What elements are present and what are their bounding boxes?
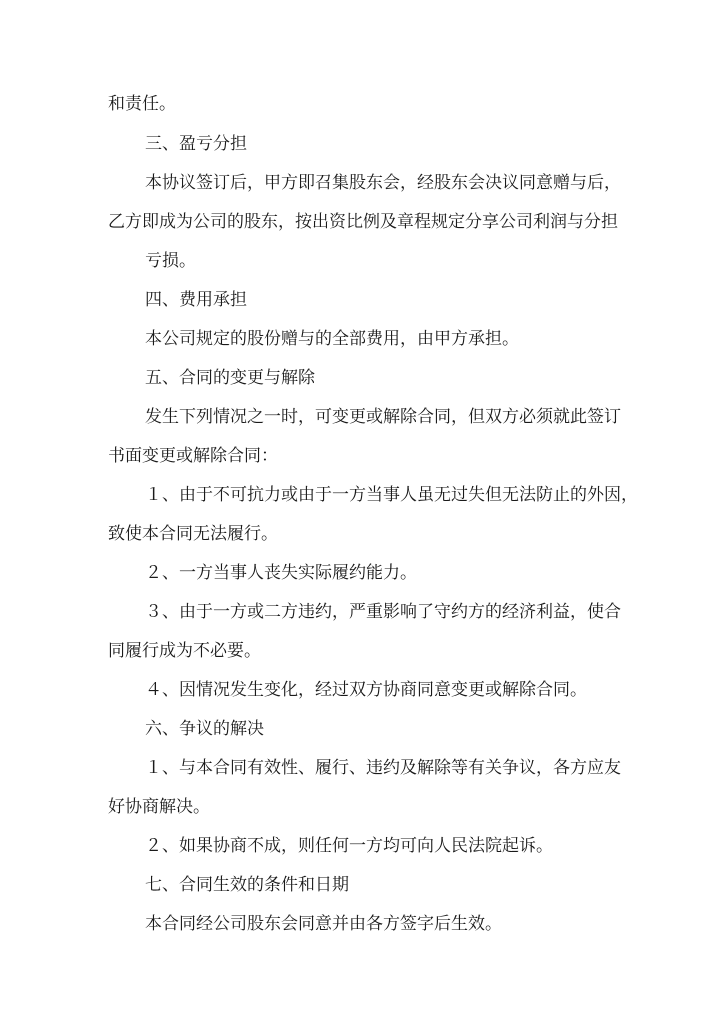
text-line: 和责任。 xyxy=(108,94,176,114)
section-heading: 六、争议的解决 xyxy=(145,719,264,739)
section-heading: 五、合同的变更与解除 xyxy=(145,368,315,388)
list-item: ２、一方当事人丧失实际履约能力。 xyxy=(145,563,417,583)
list-item: ３、由于一方或二方违约，严重影响了守约方的经济利益，使合 xyxy=(145,602,621,622)
list-item: ２、如果协商不成，则任何一方均可向人民法院起诉。 xyxy=(145,836,553,856)
text-line: 同履行成为不必要。 xyxy=(108,641,261,661)
text-line: 书面变更或解除合同： xyxy=(108,446,278,466)
text-line: 亏损。 xyxy=(145,251,196,271)
section-heading: 三、盈亏分担 xyxy=(145,134,247,154)
text-line: 发生下列情况之一时，可变更或解除合同，但双方必须就此签订 xyxy=(145,407,621,427)
text-line: 本公司规定的股份赠与的全部费用，由甲方承担。 xyxy=(145,329,519,349)
list-item: ４、因情况发生变化，经过双方协商同意变更或解除合同。 xyxy=(145,680,587,700)
text-line: 好协商解决。 xyxy=(108,797,210,817)
list-item: １、与本合同有效性、履行、违约及解除等有关争议，各方应友 xyxy=(145,758,621,778)
text-line: 本协议签订后，甲方即召集股东会，经股东会决议同意赠与后， xyxy=(145,173,621,193)
list-item: １、由于不可抗力或由于一方当事人虽无过失但无法防止的外因， xyxy=(145,485,638,505)
text-line: 本合同经公司股东会同意并由各方签字后生效。 xyxy=(145,914,502,934)
section-heading: 七、合同生效的条件和日期 xyxy=(145,875,349,895)
section-heading: 四、费用承担 xyxy=(145,290,247,310)
text-line: 致使本合同无法履行。 xyxy=(108,524,278,544)
text-line: 乙方即成为公司的股东，按出资比例及章程规定分享公司利润与分担 xyxy=(108,212,618,232)
